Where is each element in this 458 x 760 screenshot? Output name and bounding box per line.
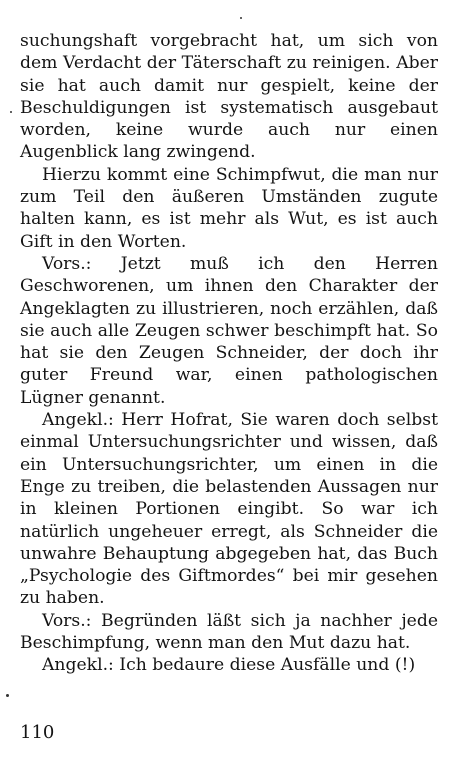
paragraph-3: Vors.: Jetzt muß ich den Herren Geschworenen, um ihnen den Charakter der Angeklagten zu illustrieren, noch erzählen, daß sie auch alle Zeugen schwer beschimpft hat. So hat sie den Zeugen Schneider, der doch ihr guter Freund war, einen pathologischen Lügner genannt. — [20, 253, 438, 408]
print-speck — [6, 694, 9, 697]
print-speck — [10, 111, 12, 113]
paragraph-1: suchungshaft vorgebracht hat, um sich von dem Verdacht der Täterschaft zu reinigen. Aber sie hat auch damit nur gespielt, keine der Beschuldigungen ist systematisch ausgebaut worden, keine wurde auch nur einen Augenblick lang zwingend. — [20, 31, 438, 163]
body-text — [20, 30, 438, 677]
paragraph-5: Vors.: Begründen läßt sich ja nachher jede Beschimpfung, wenn man den Mut dazu hat. — [20, 610, 438, 654]
page-number: 110 — [20, 722, 55, 743]
paragraph-2: Hierzu kommt eine Schimpfwut, die man nur zum Teil den äußeren Umständen zugute halten kann, es ist mehr als Wut, es ist auch Gift in den Worten. — [20, 164, 438, 252]
print-speck — [240, 17, 242, 19]
paragraph-4: Angekl.: Herr Hofrat, Sie waren doch selbst einmal Untersuchungsrichter und wissen, daß ein Untersuchungsrichter, um einen in die Enge zu treiben, die belastenden Aussagen nur in kleinen Portionen eingibt. So war ich natürlich ungeheuer erregt, als Schneider die unwahre Behauptung abgegeben hat, das Buch „Psychologie des Giftmordes“ bei mir gesehen zu haben. — [20, 410, 438, 609]
paragraph-6: Angekl.: Ich bedaure diese Ausfälle und (!) — [42, 655, 416, 676]
